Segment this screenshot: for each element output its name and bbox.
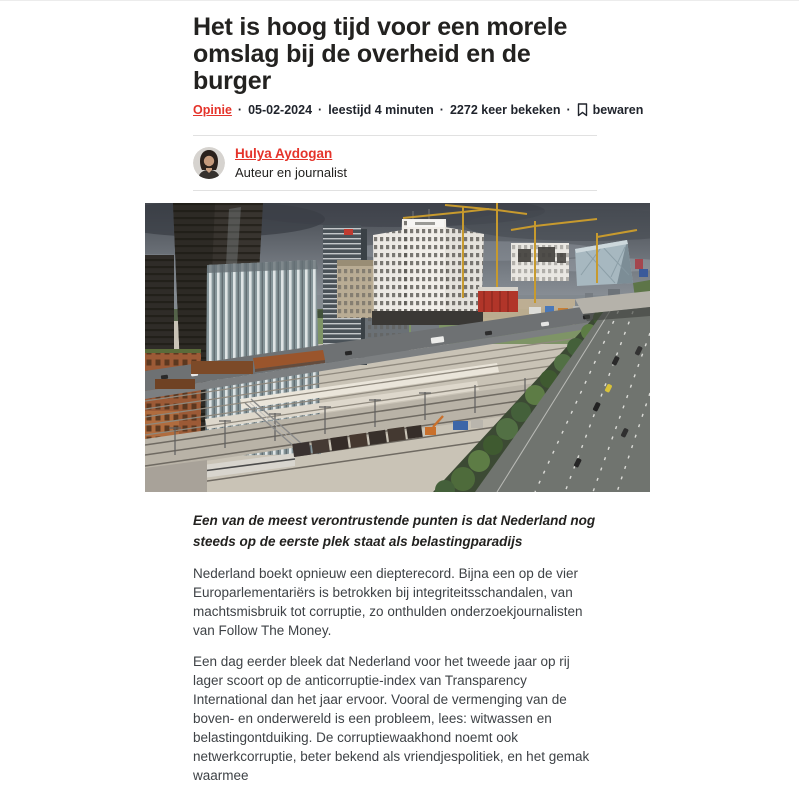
category-link[interactable]: Opinie [193, 103, 232, 117]
meta-separator: · [318, 103, 323, 117]
meta-separator: · [566, 103, 571, 117]
read-time: leestijd 4 minuten [328, 103, 434, 117]
beige-building [337, 260, 377, 318]
right-white-building [511, 243, 569, 281]
article-paragraph: Een dag eerder bleek dat Nederland voor het tweede jaar op rij lager scoort op de anticorruptie-index van Transparency International dan het jaar ervoor. Vooral de vermenging van de boven- en onderwereld is een probleem, lees: witwassen en belastingontduiking. De corruptiewaakhond noemt ook netwerkcorruptie, beter bekend als vriendjespolitiek, en het gemak waarmee [193, 654, 590, 783]
page-title: Het is hoog tijd voor een morele omslag bij de overheid en de burger [193, 13, 568, 95]
author-name-link[interactable]: Hulya Aydogan [235, 146, 333, 161]
bookmark-label: bewaren [592, 103, 644, 117]
article-paragraph: Nederland boekt opnieuw een diepterecord. Bijna een op de vier Europarlementariërs is betrokken bij integriteitsschandalen, van machtsmisbruik tot corruptie, zo onthulden onderzoekjournalisten van Follow The Money. [193, 566, 583, 638]
bookmark-icon [577, 103, 588, 117]
author-role: Auteur en journalist [235, 165, 348, 180]
red-construction-building [478, 287, 518, 312]
publish-date: 05-02-2024 [248, 103, 313, 117]
article [145, 14, 650, 785]
article-hero-image [145, 203, 650, 492]
author-avatar[interactable] [193, 147, 225, 179]
view-count: 2272 keer bekeken [449, 103, 561, 117]
article-intro: Een van de meest verontrustende punten is dat Nederland nog steeds op de eerste plek staat als belastingparadijs [193, 513, 596, 549]
article-meta [193, 102, 644, 118]
meta-separator: · [237, 103, 243, 117]
bookmark-button[interactable] [577, 102, 644, 118]
meta-separator: · [439, 103, 444, 117]
author-block [193, 135, 597, 191]
